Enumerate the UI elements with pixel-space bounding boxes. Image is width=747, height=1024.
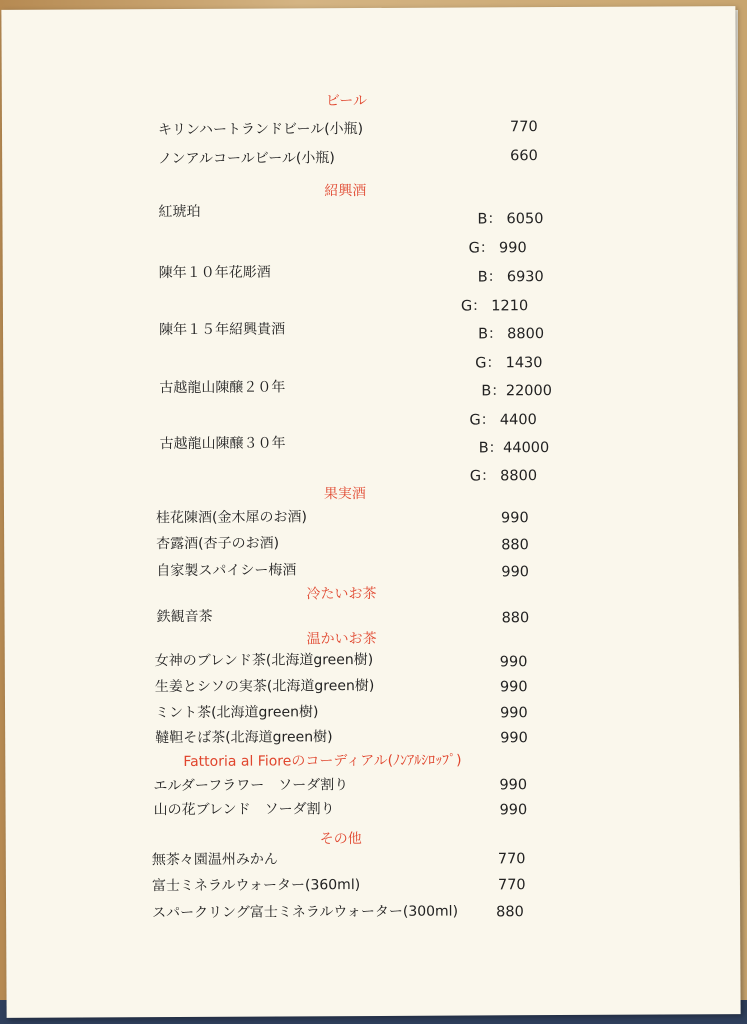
menu-item-price: 770	[497, 877, 526, 894]
section-header-hot-tea: 温かいお茶	[306, 630, 377, 648]
menu-item-name: 富士ミネラルウォーター(360ml)	[151, 877, 361, 895]
menu-item-name: エルダーフラワー ソーダ割り	[153, 777, 349, 795]
menu-item-price: 880	[501, 610, 530, 627]
menu-item-price: 770	[509, 119, 538, 136]
menu-item-name: 古越龍山陳醸２０年	[159, 379, 286, 397]
section-header-cold-tea: 冷たいお茶	[306, 585, 377, 603]
menu-item-price-bottle: B： 6050	[477, 211, 544, 228]
menu-item-name: 韃靼そば茶(北海道green樹)	[155, 729, 333, 747]
menu-item-price: 770	[497, 851, 526, 868]
menu-item-price: 990	[499, 679, 528, 696]
menu-item-name: 生姜とシソの実茶(北海道green樹)	[154, 677, 375, 696]
menu-item-price: 990	[499, 802, 528, 819]
menu-item-name: 古越龍山陳醸３０年	[159, 435, 286, 453]
section-header-other: その他	[319, 831, 362, 848]
menu-item-name: 無茶々園温州みかん	[151, 851, 278, 869]
menu-item-name: 杏露酒(杏子のお酒)	[156, 535, 280, 553]
menu-item-price-glass: G： 1430	[475, 355, 543, 372]
menu-item-price-bottle: B： 6930	[477, 269, 544, 286]
menu-item-price: 990	[501, 564, 530, 581]
menu-item-name: 紅琥珀	[158, 203, 201, 221]
menu-item-price-glass: G： 4400	[469, 412, 537, 429]
menu-item-price: 990	[500, 510, 529, 527]
menu-item-price-glass: G： 1210	[460, 298, 529, 315]
section-header-beer: ビール	[325, 93, 368, 110]
menu-item-price-glass: G： 8800	[469, 468, 538, 485]
menu-item-name: 桂花陳酒(金木犀のお酒)	[155, 509, 308, 527]
menu-item-price-glass: G： 990	[468, 240, 527, 257]
menu-item-price-bottle: B：22000	[481, 383, 552, 400]
menu-item-name: スパークリング富士ミネラルウォーター(300ml)	[152, 903, 459, 922]
menu-item-price-bottle: B：44000	[478, 440, 550, 457]
section-header-cordial: Fattoria al Fioreのコーディアル(ﾉﾝｱﾙｼﾛｯﾌﾟ)	[183, 752, 462, 770]
menu-item-name: 鉄観音茶	[156, 608, 213, 626]
menu-item-name: ノンアルコールビール(小瓶)	[158, 150, 335, 168]
menu-item-name: 女神のブレンド茶(北海道green樹)	[154, 651, 374, 670]
menu-item-price: 880	[501, 537, 529, 554]
menu-sheet	[1, 6, 740, 1018]
menu-item-price-bottle: B： 8800	[478, 326, 545, 343]
menu-item-name: キリンハートランドビール(小瓶)	[157, 121, 364, 139]
menu-item-name: ミント茶(北海道green樹)	[155, 704, 319, 722]
menu-item-price: 660	[510, 148, 538, 165]
section-header-fruit-wine: 果実酒	[323, 486, 366, 503]
menu-item-price: 990	[499, 777, 528, 794]
menu-item-name: 陳年１５年紹興貴酒	[159, 321, 286, 339]
menu-item-price: 990	[500, 705, 528, 722]
menu-item-price: 990	[500, 730, 528, 747]
section-header-shaoxing: 紹興酒	[324, 183, 367, 200]
menu-item-name: 自家製スパイシー梅酒	[156, 562, 297, 580]
menu-item-name: 陳年１０年花彫酒	[158, 264, 271, 282]
menu-item-name: 山の花ブレンド ソーダ割り	[153, 801, 335, 819]
menu-item-price: 990	[499, 654, 528, 671]
menu-item-price: 880	[496, 904, 524, 921]
